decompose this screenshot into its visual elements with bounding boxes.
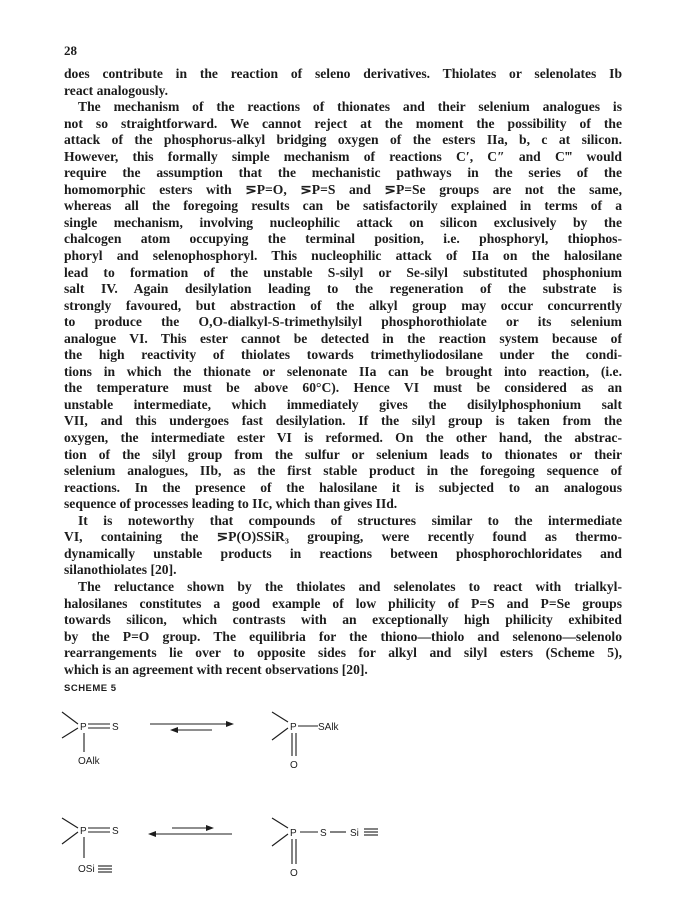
text-line: the temperature must be above 60°C). Hence VI must be considered as an [64,380,622,396]
text-line: VII, and this undergoes fast desilylation. If the silyl group is taken from the [64,413,622,429]
atom-p: P [290,828,297,839]
text-line: silanothiolates [20]. [64,562,177,578]
equilibrium-arrow-2 [148,825,232,837]
structure-thiolo-alkyl [272,712,340,771]
text-line: lead to formation of the unstable S-silyl or Se-silyl substituted phosphonium [64,264,622,280]
text-line: the high reactivity of thiolates towards trimethyliodosilane under the condi- [64,347,622,363]
text-line: unstable intermediate, which immediately gives the disilylphosphonium salt [64,396,622,412]
text-line: tions in which the thionate or selenonate IIa can be brought into reaction, (i.e. [64,363,622,379]
text-line: strongly favoured, but abstraction of the alkyl group may occur concurrently [64,297,622,313]
text-line: analogue VI. This ester cannot be detected in the reaction system because of [64,330,622,346]
text-line: which is an agreement with recent observations [20]. [64,661,368,677]
text-line: attack of the phosphorus-alkyl bridging oxygen of the esters IIa, b, c at silicon. [64,132,622,148]
atom-p: P [80,722,87,733]
text-line: towards silicon, which contrasts with an exceptionally high philicity exhibited [64,612,622,628]
atom-p: P [80,826,87,837]
atom-s: S [320,828,327,839]
text-line: single mechanism, involving nucleophilic attack on silicon exclusively by the [64,214,622,230]
text-line: rearrangements lie over to opposite sides for alkyl and silyl esters (Scheme 5), [64,645,622,661]
text-line: by the P=O group. The equilibria for the thiono—thiolo and selenono—selenolo [64,628,622,644]
text-line: VI, containing the ⋝P(O)SSiR₃ grouping, were recently found as thermo- [64,529,622,545]
text-line: However, this formally simple mechanism of reactions C′, C″ and C‴ would [64,148,622,164]
substituent-osi: OSi [78,864,95,875]
atom-p: P [290,722,297,733]
atom-s: S [112,826,119,837]
text-line: chalcogen atom occupying the terminal position, i.e. phosphoryl, thiophos- [64,231,622,247]
atom-o: O [290,760,298,771]
text-line: reactions. In the presence of the halosilane it is subjected to an analogous [64,479,622,495]
structure-thiono-silyl [62,818,119,875]
text-line: to produce the O,O-dialkyl-S-trimethylsilyl phosphorothiolate or its selenium [64,314,622,330]
substituent-salk: SAlk [318,722,339,733]
text-line: not so straightforward. We cannot reject at the moment the possibility of the [64,115,622,131]
page-number: 28 [64,43,77,58]
scheme-title: SCHEME 5 [64,683,117,694]
atom-si: Si [350,828,359,839]
text-line: selenium analogues, IIb, as the first stable product in the foregoing sequence of [64,463,622,479]
text-line: require the assumption that the mechanistic pathways in the series of the [64,165,622,181]
text-line: tion of the silyl group from the sulfur or selenium leads to thionates or their [64,446,622,462]
text-line: does contribute in the reaction of seleno derivatives. Thiolates or selenolates Ib [64,66,622,81]
equilibrium-arrow-1 [150,721,234,733]
atom-s: S [112,722,119,733]
text-line: The reluctance shown by the thiolates and selenolates to react with trialkyl- [78,578,622,594]
atom-o: O [290,868,298,879]
text-line: whereas all the foregoing results can be satisfactorily explained in terms of a [64,198,622,214]
text-line: phoryl and selenophosphoryl. This nucleophilic attack of IIa on the halosilane [64,248,622,264]
text-line: sequence of processes leading to IIc, which than gives IId. [64,496,398,512]
structure-thiolo-silyl [272,818,378,879]
text-line: homomorphic esters with ⋝P=O, ⋝P=S and ⋝P=Se groups are not the same, [64,181,622,197]
text-line: oxygen, the intermediate ester VI is reformed. On the other hand, the abstrac- [64,430,622,446]
structure-thiono-alkyl [62,712,119,767]
text-line: The mechanism of the reactions of thionates and their selenium analogues is [78,99,622,115]
text-line: It is noteworthy that compounds of structures similar to the intermediate [78,512,622,528]
substituent-oalk: OAlk [78,756,100,767]
text-line: react analogously. [64,82,168,98]
text-line: halosilanes constitutes a good example of low philicity of P=S and P=Se groups [64,595,622,611]
text-line: salt IV. Again desilylation leading to the regeneration of the substrate is [64,281,622,297]
text-line: dynamically unstable products in reactions between phosphorochloridates and [64,545,622,561]
